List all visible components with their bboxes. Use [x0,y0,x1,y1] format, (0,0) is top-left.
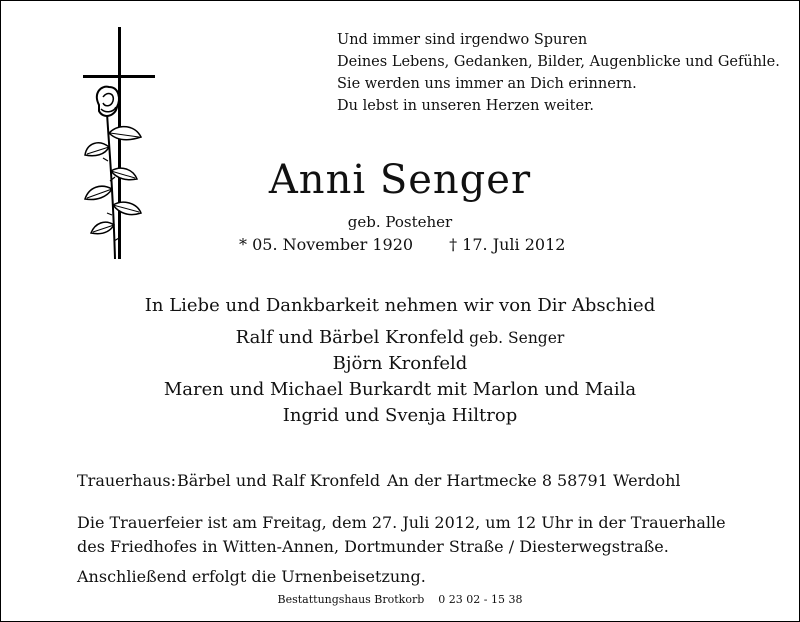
mourning-house-street: An der Hartmecke 8 [387,471,552,490]
mourner-name: Ralf und Bärbel Kronfeld [235,327,465,348]
poem-line: Deines Lebens, Gedanken, Bilder, Augenblicke und Gefühle. [337,54,780,70]
mourner-line: Ingrid und Svenja Hiltrop [282,405,518,426]
mourners-list [1,325,799,429]
deceased-name: Anni Senger [268,157,532,203]
mourning-house-names: Bärbel und Ralf Kronfeld [177,471,381,490]
mourner-line: Maren und Michael Burkardt mit Marlon und Maila [163,379,637,400]
service-info [77,511,726,589]
poem [337,29,780,117]
poem-line: Sie werden uns immer an Dich erinnern. [337,76,637,92]
undertaker-phone: 0 23 02 - 15 38 [438,593,523,606]
cross-with-rose-icon [79,27,169,267]
mourner-suffix: geb. Senger [464,329,565,347]
mourning-house-label: Trauerhaus: [77,471,177,490]
birth-date: * 05. November 1920 [239,235,414,254]
death-date: † 17. Juli 2012 [449,235,566,254]
mourning-house-city: 58791 Werdohl [557,471,681,490]
poem-line: Du lebst in unseren Herzen weiter. [337,98,595,114]
mourner-line: Björn Kronfeld [332,353,468,374]
service-line: Die Trauerfeier ist am Freitag, dem 27. Juli 2012, um 12 Uhr in der Trauerhalle [77,513,726,532]
mourner-line [1,325,799,351]
poem-line: Und immer sind irgendwo Spuren [337,32,588,48]
life-dates [239,235,565,254]
undertaker-name: Bestattungshaus Brotkorb [277,593,425,606]
service-line: Anschließend erfolgt die Urnenbeisetzung. [77,567,426,586]
mourning-house [77,471,681,490]
service-line: des Friedhofes in Witten-Annen, Dortmunder Straße / Diesterwegstraße. [77,537,669,556]
maiden-name: geb. Posteher [347,213,453,231]
footer [1,593,799,606]
farewell-line: In Liebe und Dankbarkeit nehmen wir von Dir Abschied [144,295,656,316]
